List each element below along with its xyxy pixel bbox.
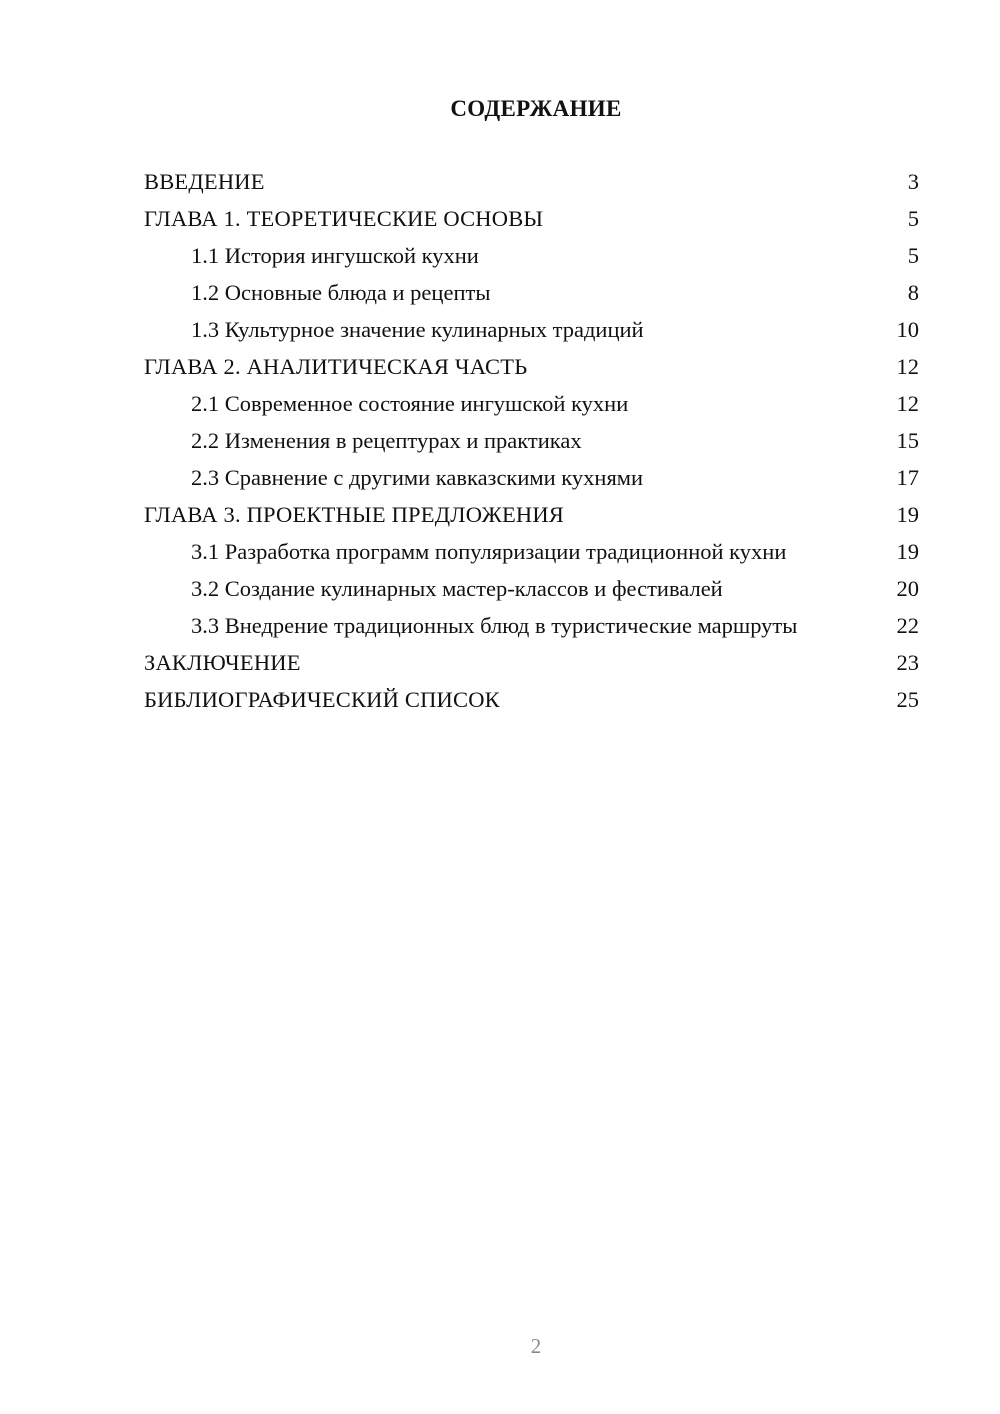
toc-entry-page: 19 — [896, 539, 919, 564]
toc-entry-page: 23 — [896, 650, 919, 675]
toc-entry — [144, 353, 919, 380]
toc-entry — [144, 205, 919, 232]
toc-entry-page: 12 — [896, 354, 919, 379]
toc-entry-page: 17 — [896, 465, 919, 490]
toc-subentry — [144, 612, 919, 639]
toc-entry-page: 25 — [896, 687, 919, 712]
toc-entry-title: ЗАКЛЮЧЕНИЕ — [144, 650, 301, 675]
toc-entry-title: 1.3 Культурное значение кулинарных традиций — [191, 317, 644, 342]
toc-entry-page: 5 — [907, 243, 919, 268]
toc-entry-page: 5 — [907, 206, 919, 231]
toc-subentry — [144, 242, 919, 269]
toc-entry-title: ГЛАВА 3. ПРОЕКТНЫЕ ПРЕДЛОЖЕНИЯ — [144, 502, 565, 527]
toc-entry — [144, 686, 919, 713]
toc-entry-page: 3 — [907, 169, 919, 194]
toc-entry-page: 19 — [896, 502, 919, 527]
toc-entry-title: БИБЛИОГРАФИЧЕСКИЙ СПИСОК — [144, 687, 500, 712]
toc-entry — [144, 501, 919, 528]
toc-entry-title: 2.3 Сравнение с другими кавказскими кухнями — [191, 465, 644, 490]
toc-entry-title: 2.1 Современное состояние ингушской кухни — [191, 391, 629, 416]
toc-entry-page: 22 — [896, 613, 919, 638]
toc-subentry — [144, 464, 919, 491]
toc-entry-page: 10 — [896, 317, 919, 342]
toc-entry-title: ВВЕДЕНИЕ — [144, 169, 265, 194]
toc-subentry — [144, 390, 919, 417]
toc-entry-title: 1.2 Основные блюда и рецепты — [191, 280, 491, 305]
toc-entry-title: ГЛАВА 2. АНАЛИТИЧЕСКАЯ ЧАСТЬ — [144, 354, 528, 379]
toc-title: СОДЕРЖАНИЕ — [450, 96, 622, 121]
toc-entry — [144, 649, 919, 676]
toc-entry — [144, 168, 919, 195]
toc-entry-page: 12 — [896, 391, 919, 416]
toc-entry-title: 2.2 Изменения в рецептурах и практиках — [191, 428, 582, 453]
toc-entry-title: 3.2 Создание кулинарных мастер-классов и фестивалей — [191, 576, 723, 601]
table-of-contents — [144, 168, 919, 723]
toc-entry-page: 8 — [907, 280, 919, 305]
toc-subentry — [144, 575, 919, 602]
toc-entry-title: 3.3 Внедрение традиционных блюд в туристические маршруты — [191, 613, 798, 638]
toc-entry-page: 20 — [896, 576, 919, 601]
page-number: 2 — [530, 1334, 542, 1358]
toc-entry-title: 1.1 История ингушской кухни — [191, 243, 479, 268]
toc-subentry — [144, 427, 919, 454]
toc-entry-title: ГЛАВА 1. ТЕОРЕТИЧЕСКИЕ ОСНОВЫ — [144, 206, 544, 231]
toc-entry-page: 15 — [896, 428, 919, 453]
toc-entry-title: 3.1 Разработка программ популяризации традиционной кухни — [191, 539, 787, 564]
toc-subentry — [144, 538, 919, 565]
toc-subentry — [144, 316, 919, 343]
toc-subentry — [144, 279, 919, 306]
